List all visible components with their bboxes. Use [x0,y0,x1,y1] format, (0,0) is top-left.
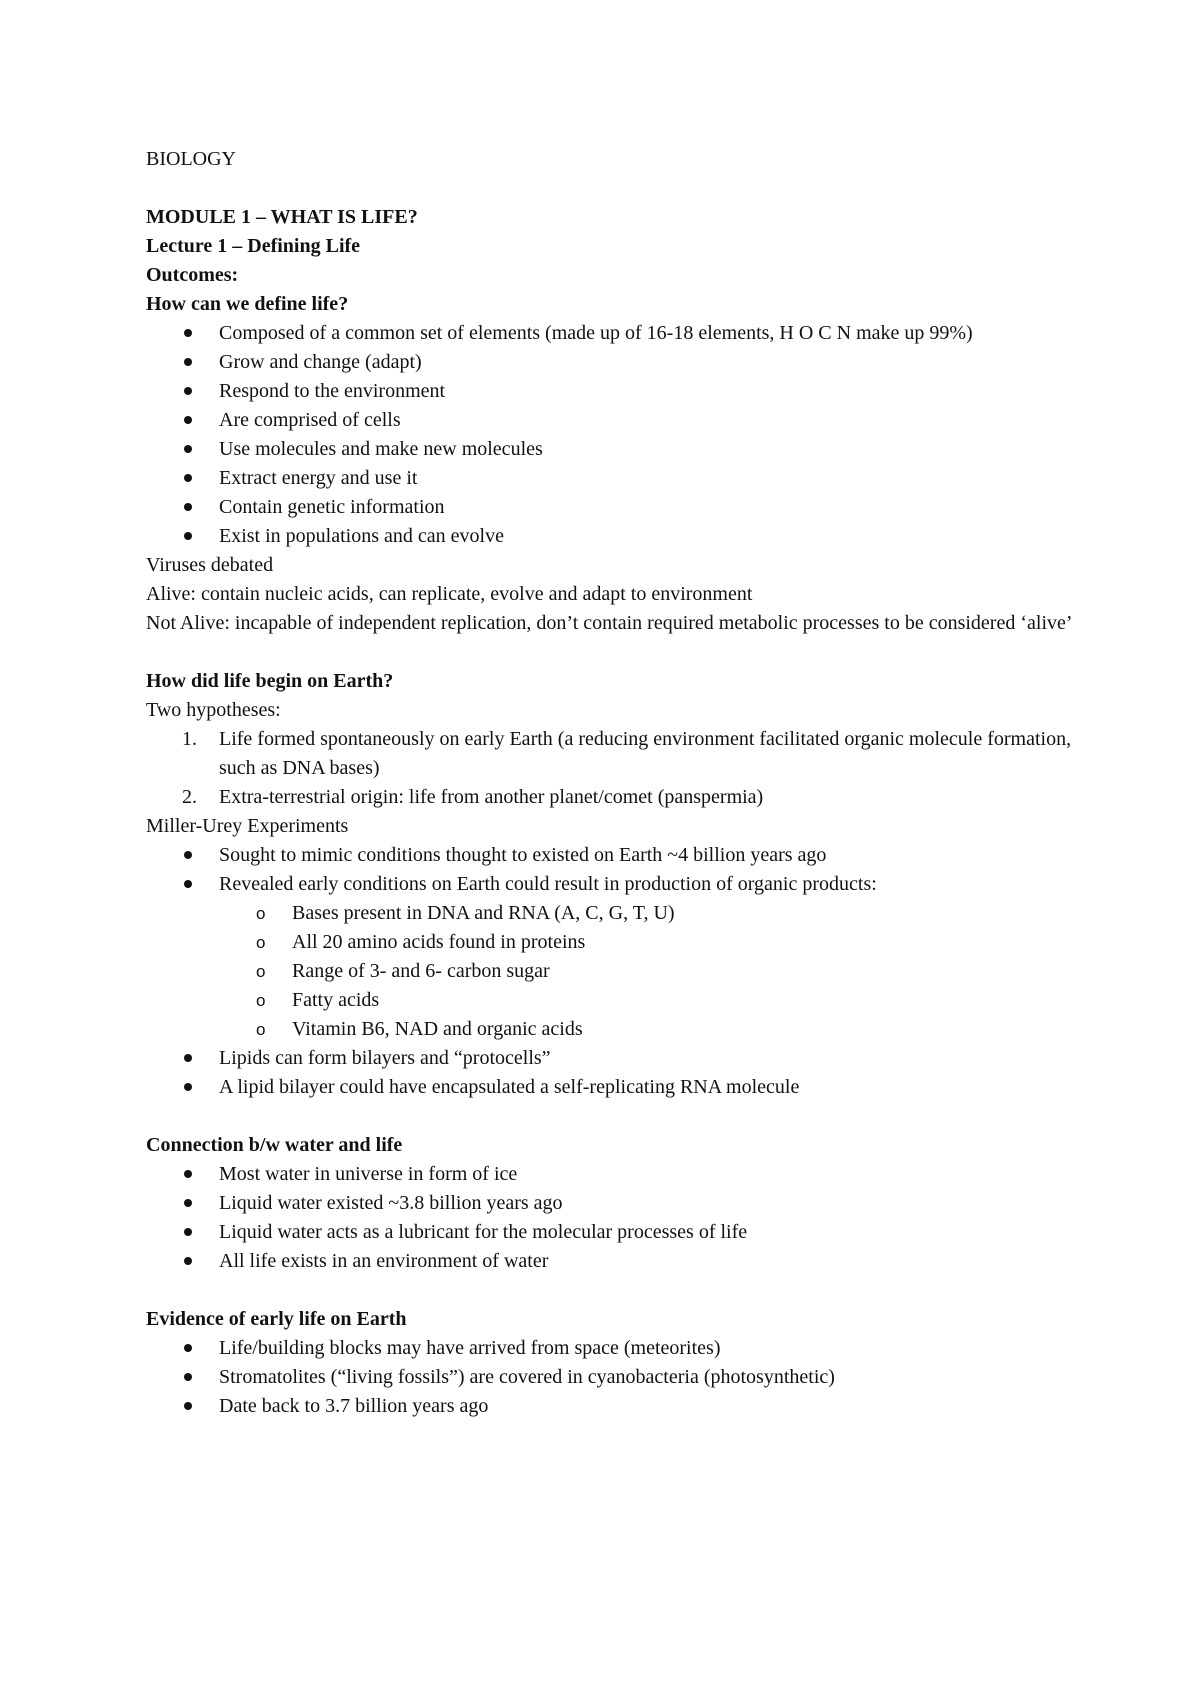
list-item: Life/building blocks may have arrived from space (meteorites) [146,1334,1106,1363]
miller-urey-label: Miller-Urey Experiments [146,815,349,837]
section-heading-life-begin: How did life begin on Earth? [146,670,394,692]
sub-list-item: o Range of 3- and 6- carbon sugar [146,957,1106,986]
list-item: Sought to mimic conditions thought to existed on Earth ~4 billion years ago [146,841,1106,870]
bullet-icon [184,493,214,522]
hypotheses-intro: Two hypotheses: [146,699,281,721]
list-item: 1. Life formed spontaneously on early Earth (a reducing environment facilitated organic molecule formation, such as DNA bases) [146,725,1106,783]
bullet-icon [184,1189,214,1218]
sub-list-item: o All 20 amino acids found in proteins [146,928,1106,957]
list-item: Composed of a common set of elements (made up of 16-18 elements, H O C N make up 99%) [146,319,1106,348]
list-item: Liquid water existed ~3.8 billion years ago [146,1189,1106,1218]
sub-list-item: o Bases present in DNA and RNA (A, C, G, T, U) [146,899,1106,928]
list-item: A lipid bilayer could have encapsulated a self-replicating RNA molecule [146,1073,1106,1102]
sub-list-item: o Vitamin B6, NAD and organic acids [146,1015,1106,1044]
list-item: Extract energy and use it [146,464,1106,493]
bullet-icon [184,406,214,435]
section-heading-early-life: Evidence of early life on Earth [146,1308,407,1330]
organic-products-sublist [146,899,1106,1044]
water-life-list [146,1160,1106,1276]
list-item: Lipids can form bilayers and “protocells” [146,1044,1106,1073]
bullet-icon [184,348,214,377]
miller-urey-list [146,841,1106,899]
not-alive-text: Not Alive: incapable of independent replication, don’t contain required metabolic processes to be considered ‘alive’ [146,612,1073,634]
early-life-list [146,1334,1106,1421]
list-item: Respond to the environment [146,377,1106,406]
circle-bullet-icon: o [256,1020,266,1039]
bullet-icon [184,435,214,464]
hypotheses-list [146,725,1106,812]
list-item: Liquid water acts as a lubricant for the molecular processes of life [146,1218,1106,1247]
section-heading-define-life: How can we define life? [146,293,349,315]
spacer [146,1102,1106,1131]
spacer [146,174,1106,203]
bullet-icon [184,1392,214,1421]
sub-list-item: o Fatty acids [146,986,1106,1015]
alive-text: Alive: contain nucleic acids, can replicate, evolve and adapt to environment [146,583,753,605]
section-heading-water-life: Connection b/w water and life [146,1134,403,1156]
list-item: Contain genetic information [146,493,1106,522]
miller-urey-list-cont [146,1044,1106,1102]
list-item: All life exists in an environment of water [146,1247,1106,1276]
list-item: Most water in universe in form of ice [146,1160,1106,1189]
list-item: Use molecules and make new molecules [146,435,1106,464]
list-item: Grow and change (adapt) [146,348,1106,377]
bullet-icon [184,464,214,493]
bullet-icon [184,870,214,899]
viruses-debated: Viruses debated [146,554,274,576]
document-page [146,145,1106,1421]
list-item: Date back to 3.7 billion years ago [146,1392,1106,1421]
circle-bullet-icon: o [256,904,266,923]
define-life-list [146,319,1106,551]
circle-bullet-icon: o [256,962,266,981]
bullet-icon [184,377,214,406]
list-number: 2. [182,786,197,808]
bullet-icon [184,1218,214,1247]
list-number: 1. [182,728,197,750]
bullet-icon [184,1160,214,1189]
list-item: Exist in populations and can evolve [146,522,1106,551]
list-item: 2. Extra-terrestrial origin: life from another planet/comet (panspermia) [146,783,1106,812]
module-title: MODULE 1 – WHAT IS LIFE? [146,206,418,228]
bullet-icon [184,1044,214,1073]
bullet-icon [184,841,214,870]
bullet-icon [184,1073,214,1102]
circle-bullet-icon: o [256,933,266,952]
bullet-icon [184,319,214,348]
list-item: Stromatolites (“living fossils”) are covered in cyanobacteria (photosynthetic) [146,1363,1106,1392]
outcomes-label: Outcomes: [146,264,239,286]
bullet-icon [184,1334,214,1363]
bullet-icon [184,1247,214,1276]
bullet-icon [184,1363,214,1392]
list-item: Are comprised of cells [146,406,1106,435]
lecture-title: Lecture 1 – Defining Life [146,235,361,257]
doc-title: BIOLOGY [146,148,236,170]
list-item: Revealed early conditions on Earth could result in production of organic products: [146,870,1106,899]
spacer [146,1276,1106,1305]
circle-bullet-icon: o [256,991,266,1010]
spacer [146,638,1106,667]
bullet-icon [184,522,214,551]
